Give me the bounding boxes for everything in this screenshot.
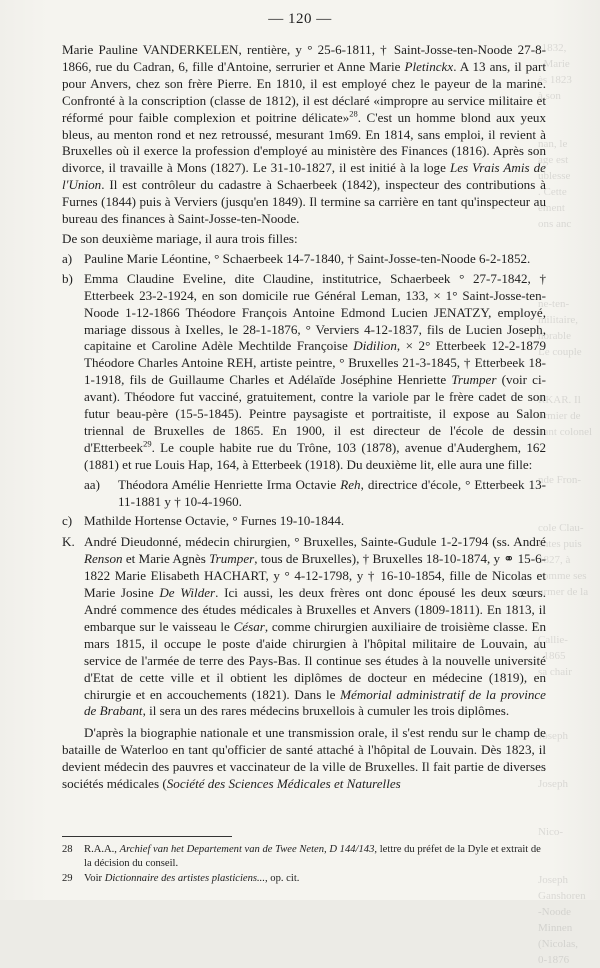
section-label: K. — [62, 534, 75, 550]
section-text: André Dieudonné, médecin chirurgien, ° Bruxelles, Sainte-Gudule 1-2-1794 (ss. André Renson et Marie Agnès Trumper, tous de Bruxelles), † Bruxelles 18-10-1874, y ⚭ 15-6-1822 Marie Elisabeth HACHART, y ° 4-12-1798, y † 16-10-1854, fille de Nicolas et Marie Josine De Wilder. Ici aussi, les deux frères ont donc épousé les deux sœurs. André commence des études médicales à Bruxelles et Anvers (1809-1811). En 1813, il embarque sur le vaisseau le César, comme chirurgien auxiliaire de troisième classe. En mars 1815, il occupe le poste d'aide chirurgien à l'hôpital militaire de Louvain, au service de l'armée de terre des Pays-Bas. Il continue ses études à la nouvelle université d'Etat de cette ville et il obtient les diplômes de docteur en médecine (1819), en chirurgie et en accouchements (1821). Dans le Mémorial administratif de la province de Brabant, il sera un des rares médecins bruxellois à cumuler les trois diplômes. — [84, 534, 547, 719]
item-label: a) — [62, 250, 73, 266]
bleed-through-texture: -1832, . Marie ès 1823 à son nan, le age est ublesse . Cette ement ons anc ne-ten- militaire, norable Le couple RKAR. Il ormier de nant colonel nde Fron- cole Clau- entes puis 1827, à comme ses urmer de la Callie- , 1865 sa chair Joseph Joseph Nico- Joseph Ganshoren -Noode Minnen (Nicolas, 0-1876 — [538, 42, 593, 966]
main-text — [62, 42, 546, 796]
item-text: Pauline Marie Léontine, ° Schaerbeek 14-7-1840, † Saint-Josse-ten-Noode 6-2-1852. — [84, 250, 531, 266]
item-text: Mathilde Hortense Octavie, ° Furnes 19-10-1844. — [84, 513, 345, 529]
section-k — [62, 534, 546, 720]
footnote-divider — [62, 836, 232, 837]
item-label: b) — [62, 270, 73, 286]
list-item-b — [62, 271, 546, 474]
footnote-ref-29[interactable]: 29 — [143, 438, 152, 449]
footnote-29 — [62, 872, 546, 886]
list-item-c — [62, 513, 546, 530]
footnote-number: 28 — [62, 844, 73, 855]
item-label: aa) — [84, 476, 100, 492]
footnote-ref-28[interactable]: 28 — [349, 108, 358, 119]
paragraph-biography: Marie Pauline VANDERKELEN, rentière, y ° 25-6-1811, † Saint-Josse-ten-Noode 27-8-1866, rue du Cadran, 6, fille d'Antoine, serrurier et Anne Marie Pletinckx. A 13 ans, il part pour Anvers, chez son frère Pierre. En 1810, il est employé chez le payeur de la marine. Confronté à la conscription (classe de 1812), il est déclaré «impropre au service militaire et réformé pour faible complexion et poitrine délicate»$^{28}$. C'est un homme blond aux yeux bleus, au menton rond et nez retroussé, mesurant 1m69. En 1814, sans emploi, il revient à Bruxelles où il exerce la profession d'employé au ministère des Finances (1816). Après son divorce, il travaille à Mons (1827). Le 31-10-1827, il est initié à la loge Les Vrais Amis de l'Union. Il est contrôleur du cadastre à Schaerbeek (1842), inspecteur des contributions à Furnes (1844) puis à Verviers (jusqu'en 1849). Il termine sa carrière en tant qu'inspecteur au bureau des finances à Saint-Josse-ten-Noode. — [62, 42, 546, 227]
paragraph-waterloo: D'après la biographie nationale et une transmission orale, il s'est rendu sur le champ de bataille de Waterloo en tant qu'officier de santé attaché à l'hôpital de Louvain. Dès 1823, il devient médecin des pauvres et vaccinateur de la ville de Bruxelles. Il fait partie de diverses sociétés médicales (Société des Sciences Médicales et Naturelles — [62, 725, 546, 792]
list-item-aa — [62, 477, 546, 511]
footnote-text: R.A.A., Archief van het Departement van de Twee Neten, D 144/143, lettre du préfet de la Dyle et extrait de la décision du conseil. — [84, 844, 541, 869]
item-label: c) — [62, 513, 73, 529]
footnotes — [62, 843, 546, 886]
footnote-number: 29 — [62, 872, 73, 884]
footnote-28 — [62, 843, 546, 871]
list-item-a — [62, 251, 546, 268]
footnote-text: Voir Dictionnaire des artistes plasticiens..., op. cit. — [84, 872, 300, 884]
page-number: — 120 — — [268, 11, 332, 27]
item-text: Théodora Amélie Henriette Irma Octavie Reh, directrice d'école, ° Etterbeek 13-11-1881 y † 10-4-1960. — [118, 476, 546, 509]
paragraph-intro-daughters: De son deuxième mariage, il aura trois filles: — [62, 230, 298, 246]
item-text: Emma Claudine Eveline, dite Claudine, institutrice, Schaerbeek ° 27-7-1842, † Etterbeek 23-2-1924, en son domicile rue Général Leman, 133, × 1° Saint-Josse-ten-Noode 1-12-1866 Théodore François Antoine Edmond Lucien JENATZY, employé, mariage dissous à Ixelles, le 28-1-1876, ° Verviers 4-12-1837, fils de Lucien Joseph, capitaine et Caroline Adèle Mechtilde Françoise Didilion, × 2° Etterbeek 12-2-1879 Théodore Charles Antoine REH, artiste peintre, ° Bruxelles 21-3-1845, † Etterbeek 18-1-1918, fils de Guillaume Charles et Adélaïde Joséphine Henriette Trumper (voir ci-avant). Théodore fut vacciné, gratuitement, contre la variole par le frère cadet de son futur beau-père (15-5-1845). Peintre paysagiste et portraitiste, il expose au Salon triennal de Bruxelles de 1865. En 1900, il est directeur de l'école de dessin d'Etterbeek$^{29}$. Le couple habite rue du Trône, 103 (1878), avenue d'Auderghem, 162 (1881) et rue Louis Hap, 164, à Etterbeek (1918). Du deuxième lit, elle aura une fille: — [84, 270, 547, 472]
